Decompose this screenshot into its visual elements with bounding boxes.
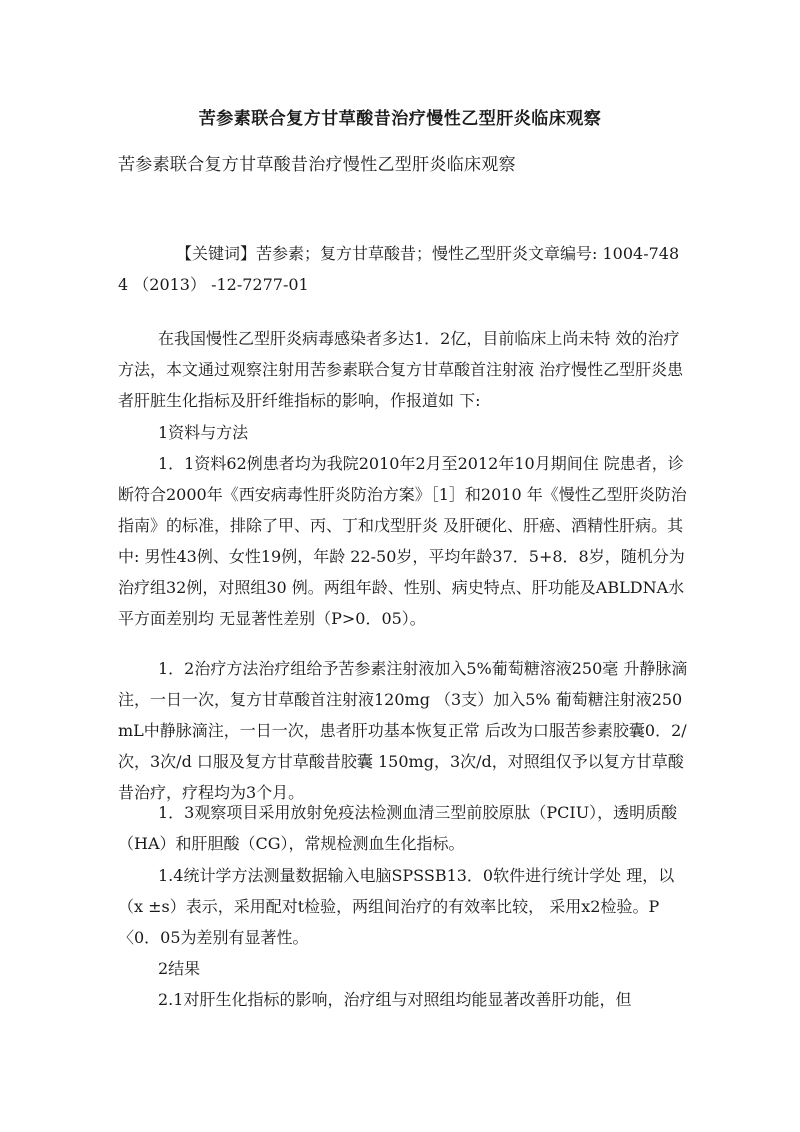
document-subtitle: 苦参素联合复方甘草酸昔治疗慢性乙型肝炎临床观察 bbox=[118, 155, 516, 175]
paragraph-1-1: 1．1资料62例患者均为我院2010年2月至2012年10月期间住 院患者，诊断符合2000年《西安病毒性肝炎防治方案》［1］和2010 年《慢性乙型肝炎防治指南》的标准，排除了甲、丙、丁和戊型肝炎 及肝硬化、肝癌、酒精性肝病。其中: 男性43例、女性19例，年龄 22-50岁，平均年龄37．5+8．8岁，随机分为治疗组32例，对照组30 例。两组年龄、性别、病史特点、肝功能及ABLDNA水平方面差别均 无显著性差别（P>0．05）。 bbox=[118, 454, 687, 628]
paragraph-2-1: 2.1对肝生化指标的影响，治疗组与对照组均能显著改善肝功能，但 bbox=[158, 990, 632, 1009]
document-title: 苦参素联合复方甘草酸昔治疗慢性乙型肝炎临床观察 bbox=[198, 109, 602, 129]
paragraph-1-4: 1.4统计学方法测量数据输入电脑SPSSB13．0软件进行统计学处 理，以（x ±s）表示，采用配对t检验，两组间治疗的有效率比较， 采用x2检验。P〈0．05为差别有显著性。 bbox=[118, 866, 675, 947]
intro-paragraph: 在我国慢性乙型肝炎病毒感染者多达1．2亿，目前临床上尚未特 效的治疗方法，本文通过观察注射用苦参素联合复方甘草酸首注射液 治疗慢性乙型肝炎患者肝脏生化指标及肝纤维指标的影响，作报道如 下: bbox=[118, 329, 684, 410]
paragraph-1-3: 1．3观察项目采用放射免疫法检测血清三型前胶原肽（PCIU），透明质酸（HA）和肝胆酸（CG），常规检测血生化指标。 bbox=[118, 803, 678, 853]
paragraph-1-2: 1．2治疗方法治疗组给予苦参素注射液加入5%葡萄糖溶液250毫 升静脉滴注，一日一次，复方甘草酸首注射液120mg （3支）加入5% 葡萄糖注射液250mL中静脉滴注，一日一次，患者肝功基本恢复正常 后改为口服苦参素胶囊0．2/次，3次/d 口服及复方甘草酸昔胶囊 150mg，3次/d，对照组仅予以复方甘草酸昔治疗，疗程均为3个月。 bbox=[118, 659, 688, 802]
section-heading-results: 2结果 bbox=[158, 959, 201, 978]
keywords-paragraph: 【关键词】苦参素；复方甘草酸昔；慢性乙型肝炎文章编号: 1004-7484 （2013） -12-7277-01 bbox=[118, 244, 680, 294]
section-heading-methods: 1资料与方法 bbox=[158, 423, 249, 442]
